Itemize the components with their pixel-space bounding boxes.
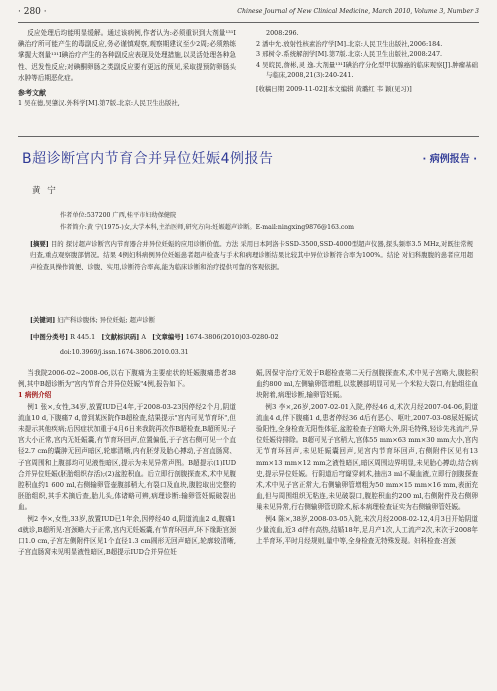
author-bio: 作者简介:黄 宁(1975-)女,大学本科,主治医师,研究方向:妊娠超声诊断。E-mail:ningxing9876@163.com bbox=[60, 224, 354, 231]
abstract bbox=[30, 239, 473, 273]
journal-title: Chinese Journal of New Clinical Medicine, March 2010, Volume 3, Number 3 bbox=[237, 8, 479, 15]
author-name: 黄 宁 bbox=[32, 186, 58, 196]
body-left-column bbox=[18, 368, 236, 558]
case-1: 例1 张×,女性,34岁,放置IUD已4年,于2008-03-23因停经2个月,阴道流血10 d,下腹痛7 d,曾到某医院作B超检查,结果提示"宫内可见节育环",但未提示其他疾病;后因症状加重于4月6日来我院再次作B超检查,B超所见:子宫大小正常,宫内无妊娠囊,有节育环回声,位置偏低,于子宫右侧可见一个直径2.7 cm的囊肿无回声暗区,轮廓清晰,内有胚芽及胎心搏动,子宫直肠窝、子宫周围和上腹部均可见液性暗区,提示为未见异常声图。B超提示(1)IUD合并异位妊娠(胚胎组织存活);(2)盆腔积血。后立即行剖腹探查术,术中见腹腔积血约1 600 ml,右侧输卵管壶腹部稍大,有裂口及血块,腹腔取出完整的胚胎组织,其手术摘后查,胎儿头,体诸略可辨,病理诊断:输卵管妊娠破裂出血。 bbox=[18, 402, 236, 512]
section-label: · 病例报告 · bbox=[422, 154, 477, 165]
references-heading: 参考文献 bbox=[18, 88, 46, 98]
received-date: [收稿日期 2009-11-02][本文编辑 黄璐红 韦 颖(见习)] bbox=[256, 84, 412, 93]
doi: doi:10.3969/j.issn.1674-3806.2010.03.31 bbox=[60, 349, 189, 356]
intro-paragraph: 当我院2006-02~2008-06,以右下腹痛为主要症状的妊娠腹痛患者38例,其中B超诊断为"宫内节育合并异位妊娠"4例,报告如下。 bbox=[18, 369, 236, 389]
article-no-label: [文章编号] bbox=[152, 333, 184, 341]
top-right-column bbox=[256, 28, 478, 95]
doc-label: [文献标识码] bbox=[101, 333, 140, 341]
case-3: 例3 李×,26岁,2007-02-01入院,停经46 d,术次月经2007-04-06,阴道流血4 d,伴下腹痛1 d,患者停经36 d后有恶心、呕吐,2007-03-08尿妊娠试验阳性,全身检查无阳性体征,盆腔检查子宫略大外,阴毛特殊,轻诊先兆流产,异位妊娠待排除。B超可见子宫稍大,宫体55 mm×63 mm×30 mm大小,宫内无节育环回声,未见妊娠囊回声,见宫内节育环回声,右侧附件区见有13 mm×13 mm×12 mm之液性暗区,暗区周围边界明显,未见胎心搏动,结合病史,提示异位妊娠。行阴道后穹窿穿刺术,抽出3 ml不凝血液,立即行剖腹探查术,术中见子宫正常大,右侧输卵管增粗为50 mm×15 mm×16 mm,表面充血,但与周围组织无粘连,未见破裂口,腹腔积血约200 ml,右侧附件及右侧卵巢未见异常,行右侧输卵管切除术,标本病理检查证实为右侧输卵管妊娠。 bbox=[256, 402, 478, 512]
abstract-text: 目的 探讨超声诊断宫内节育器合并异位妊娠的应用诊断价值。方法 采用日本阿洛卡SSD-3500,SSD-4000型超声仪器,探头频率3.5 MHz,对既往常规归查,重点观察腹部情况。结果 4例妇科病例异位妊娠患者超声检查与手术和病理诊断结果比较其中异位诊断符合率为100%。结论 对妇科腹腹的患者应用超声检查具操作简便、诊腹、实用,诊断符合率高,能为临床诊断和治疗提供可靠的客观依据。 bbox=[30, 240, 473, 271]
reference-item: 2 潘中允.放射性核素治疗学[M].北京:人民卫生出版社,2006:184. bbox=[256, 39, 443, 48]
case-2: 例2 李×,女性,33岁,放置IUD已1年余,因停经40 d,阴道流血2 d,腹痛1 d就诊,B超所见:宫颈略大于正常,宫内无妊娠囊,有节育环回声,环下缘距宫颈口1.0 cm,子宫左侧附件区见1个直径1.3 cm圆形无回声暗区,轮廓较清晰,子宫直肠窝未见明显液性暗区,B超提示IUD合并异位妊 bbox=[18, 514, 236, 557]
reference-item: 2008:296. bbox=[266, 29, 299, 37]
class-no: R 445.1 bbox=[70, 333, 96, 341]
header-rule bbox=[18, 22, 479, 23]
section-rule bbox=[18, 136, 479, 137]
classification-line bbox=[30, 332, 279, 341]
case-4: 例4 陈×,38岁,2008-03-05入院,末次月经2008-02-12,4月3日开始阴道少量流血,近3 d伴有高热,结婚18年,足月产1次,人工流产2次,末次于2008年上半育环,平时月经规则,量中等,全身检查无特殊发现。妇科检查:宫颈 bbox=[256, 514, 478, 546]
reference-item: 4 吴皖民,詹彬,灵 逸.大剂量¹³¹I碘治疗分化型甲状腺癌的临床观察[J].肿瘤基础与临床,2008,21(3):240-241. bbox=[256, 60, 478, 80]
author-unit: 作者单位:537200 广西,桂平市妇幼保健院 bbox=[60, 212, 177, 219]
article-title: B超诊断宫内节育合并异位妊娠4例报告 bbox=[22, 151, 274, 167]
abstract-label: [摘要] bbox=[30, 240, 49, 248]
keywords-text: 妇产科诊腹体; 异位妊娠; 超声诊断 bbox=[57, 316, 156, 324]
keywords bbox=[30, 315, 155, 324]
reference-item: 3 邢树令.系统解剖学[M].第7版.北京:人民卫生出版社,2008:247. bbox=[256, 50, 443, 59]
page-number: · 280 · bbox=[18, 7, 47, 17]
doc-code: A bbox=[141, 333, 146, 341]
case-2-continued: 娠,因保守治疗无效于B超检查第二天行剖腹探查术,术中见子宫略大,腹腔积血约800 ml,左侧输卵管增粗,以浆膜部明显可见一个米粒大裂口,有胎组往血块附着,病理诊断,输卵管妊娠。 bbox=[256, 369, 478, 400]
body-right-column bbox=[256, 368, 478, 547]
page-header bbox=[18, 7, 479, 21]
keywords-label: [关键词] bbox=[30, 316, 56, 324]
section-heading: 1 病例介绍 bbox=[18, 391, 52, 400]
class-label: [中图分类号] bbox=[30, 333, 69, 341]
article-no: 1674-3806(2010)03-0280-02 bbox=[185, 333, 279, 341]
top-left-column bbox=[18, 28, 236, 109]
prev-article-text: 反应处理后均能明显缓解。通过该病例,作者认为:必须重识到大剂量¹³¹I碘治疗所可能产生的毒副反应,务必谨慎观察,观察期建议至少2周;必须熟练掌握大剂量¹³¹I碘治疗产生的各种副反应表现及处理措施,以灵活处理各种急性、迟发性反应;对碘酮卵肠之类副反应要有更远的预见,采取提预防卵肠头水肿等后期恶化症。 bbox=[18, 29, 236, 82]
reference-item: 1 吴在德,吴肇汉.外科学[M].第7版.北京:人民卫生出版社, bbox=[18, 99, 180, 108]
